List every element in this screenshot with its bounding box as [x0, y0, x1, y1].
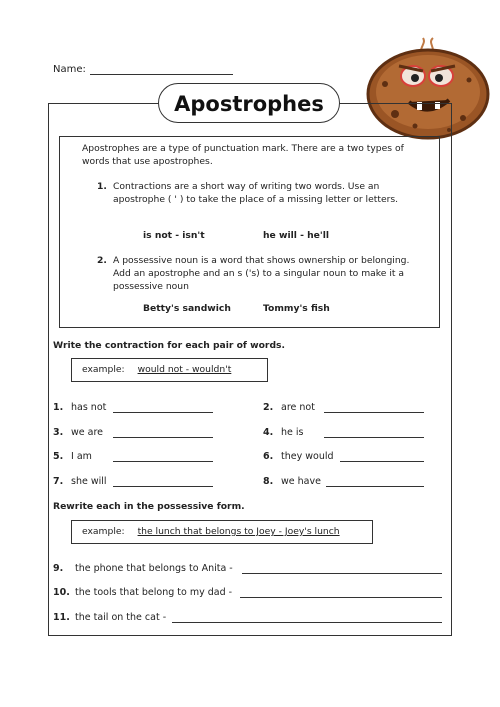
question-number: 7.: [53, 476, 64, 487]
question-number: 8.: [263, 476, 274, 487]
question-number: 9.: [53, 563, 64, 574]
question-item: [53, 427, 103, 438]
question-number: 6.: [263, 451, 274, 462]
question-words: we are: [71, 427, 103, 438]
question-words: are not: [281, 402, 315, 413]
question-item: [263, 476, 321, 487]
rule-number: 1.: [97, 181, 107, 192]
question-words: she will: [71, 476, 107, 487]
question-number: 4.: [263, 427, 274, 438]
answer-line[interactable]: [113, 437, 213, 438]
name-label: Name:: [53, 64, 86, 75]
rule-example: Tommy's fish: [263, 303, 330, 314]
name-field[interactable]: [90, 74, 233, 75]
answer-line[interactable]: [113, 412, 213, 413]
question-number: 10.: [53, 587, 70, 598]
rule-example: Betty's sandwich: [143, 303, 231, 314]
example-label: example:: [82, 364, 125, 375]
question-words: he is: [281, 427, 304, 438]
example-box: [71, 520, 373, 544]
question-text: the tools that belong to my dad -: [75, 587, 233, 598]
rule-example: is not - isn't: [143, 230, 205, 241]
rule-example: he will - he'll: [263, 230, 329, 241]
question-words: we have: [281, 476, 321, 487]
question-words: has not: [71, 402, 107, 413]
answer-line[interactable]: [113, 486, 213, 487]
question-item: [53, 402, 106, 413]
answer-line[interactable]: [242, 573, 442, 574]
question-number: 1.: [53, 402, 64, 413]
question-item: [53, 587, 232, 598]
question-number: 3.: [53, 427, 64, 438]
intro-text: Apostrophes are a type of punctuation mark. There are a two types of words that use apostrophes.: [82, 143, 404, 167]
question-item: [53, 451, 92, 462]
rule-text: A possessive noun is a word that shows ownership or belonging. Add an apostrophe and an s ('s) to a singular noun to make it a possessive noun: [113, 255, 410, 292]
question-item: [263, 427, 303, 438]
question-number: 2.: [263, 402, 274, 413]
question-item: [53, 563, 233, 574]
question-number: 11.: [53, 612, 70, 623]
question-words: they would: [281, 451, 334, 462]
question-number: 5.: [53, 451, 64, 462]
example-answer: the lunch that belongs to Joey - Joey's lunch: [137, 526, 340, 537]
answer-line[interactable]: [172, 622, 442, 623]
example-box: [71, 358, 268, 382]
page-title: Apostrophes: [158, 83, 340, 123]
answer-line[interactable]: [324, 437, 424, 438]
section-instruction: Write the contraction for each pair of words.: [53, 340, 285, 351]
question-item: [263, 402, 315, 413]
question-item: [53, 612, 166, 623]
question-text: the phone that belongs to Anita -: [75, 563, 233, 574]
rule-number: 2.: [97, 255, 107, 266]
answer-line[interactable]: [340, 461, 424, 462]
rule-text: Contractions are a short way of writing two words. Use an apostrophe ( ' ) to take the place of a missing letter or letters.: [113, 181, 399, 205]
question-text: the tail on the cat -: [75, 612, 167, 623]
answer-line[interactable]: [113, 461, 213, 462]
question-item: [53, 476, 107, 487]
question-words: I am: [71, 451, 92, 462]
answer-line[interactable]: [240, 597, 442, 598]
answer-line[interactable]: [324, 412, 424, 413]
question-item: [263, 451, 334, 462]
example-answer: would not - wouldn't: [137, 364, 232, 375]
answer-line[interactable]: [326, 486, 424, 487]
section-instruction: Rewrite each in the possessive form.: [53, 501, 245, 512]
example-label: example:: [82, 526, 125, 537]
